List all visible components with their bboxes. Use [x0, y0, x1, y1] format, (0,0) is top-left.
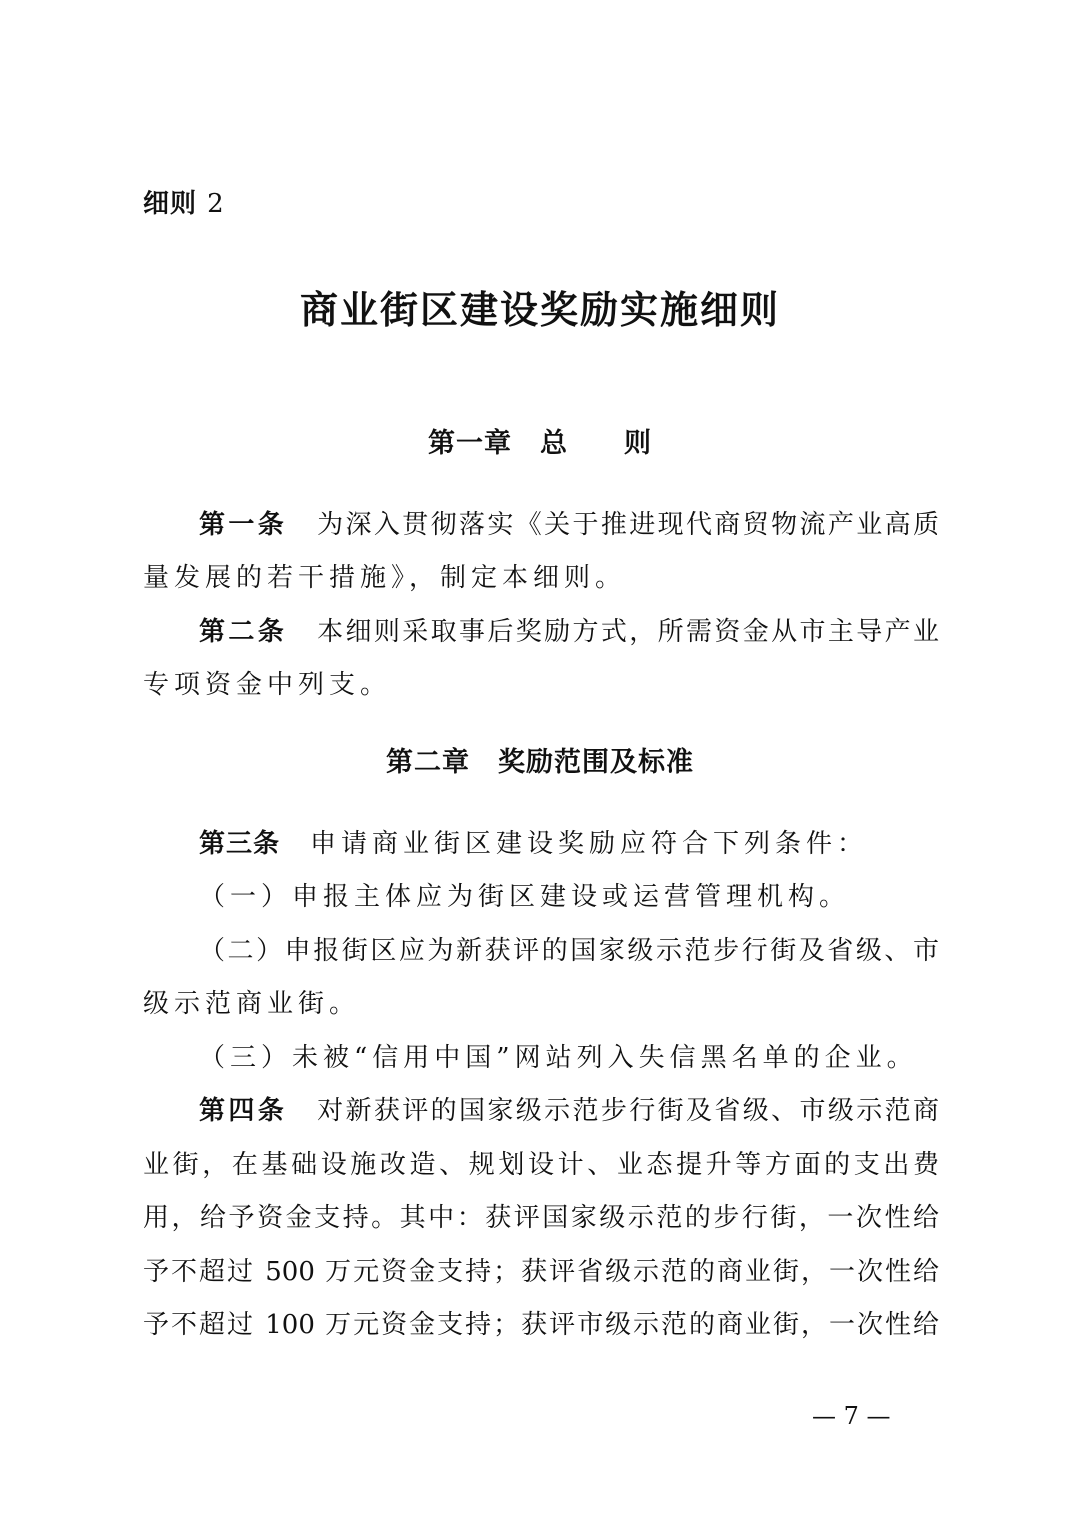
article-4-label: 第四条: [199, 1096, 288, 1126]
article-2-line-1: [199, 612, 939, 652]
article-3-label: 第三条: [199, 829, 281, 859]
page-number-text: — 7 —: [812, 1402, 891, 1430]
article-1-text-1: 为深入贯彻落实《关于推进现代商贸物流产业高质: [317, 510, 939, 540]
chapter-1-heading: 第一章 总 则: [428, 428, 652, 459]
attachment-label: [143, 184, 225, 224]
document-title: 商业街区建设奖励实施细则: [299, 287, 780, 332]
article-3-item-2-line-1: （二）申报街区应为新获评的国家级示范步行街及省级、市: [199, 936, 939, 966]
article-1-label: 第一条: [199, 510, 288, 540]
article-4-line-1: [199, 1091, 939, 1131]
article-3-item-1: （一）申报主体应为街区建设或运营管理机构。: [199, 882, 851, 912]
article-3-line-1: [199, 824, 939, 864]
article-1-line-2: 量发展的若干措施》，制定本细则。: [143, 563, 627, 593]
article-4-line-5: 予不超过 100 万元资金支持；获评市级示范的商业街，一次性给: [143, 1310, 939, 1340]
chapter-2-heading: 第二章 奖励范围及标准: [386, 747, 694, 778]
article-3-item-3: （三）未被“信用中国”网站列入失信黑名单的企业。: [199, 1043, 918, 1073]
attachment-label-text: 细则: [143, 189, 198, 219]
article-4-text-1: 对新获评的国家级示范步行街及省级、市级示范商: [317, 1096, 939, 1126]
article-2-label: 第二条: [199, 617, 288, 647]
article-3-text-1: 申请商业街区建设奖励应符合下列条件：: [310, 829, 869, 859]
article-2-line-2: 专项资金中列支。: [143, 670, 392, 700]
article-3-item-2-line-2: 级示范商业街。: [143, 989, 361, 1019]
article-4-line-4: 予不超过 500 万元资金支持；获评省级示范的商业街，一次性给: [143, 1257, 939, 1287]
article-2-text-1: 本细则采取事后奖励方式，所需资金从市主导产业: [317, 617, 939, 647]
article-4-line-2: 业街，在基础设施改造、规划设计、业态提升等方面的支出费: [143, 1150, 939, 1180]
article-4-line-3: 用，给予资金支持。其中：获评国家级示范的步行街，一次性给: [143, 1203, 939, 1233]
article-1-line-1: [199, 505, 939, 545]
attachment-number: 2: [207, 189, 225, 219]
